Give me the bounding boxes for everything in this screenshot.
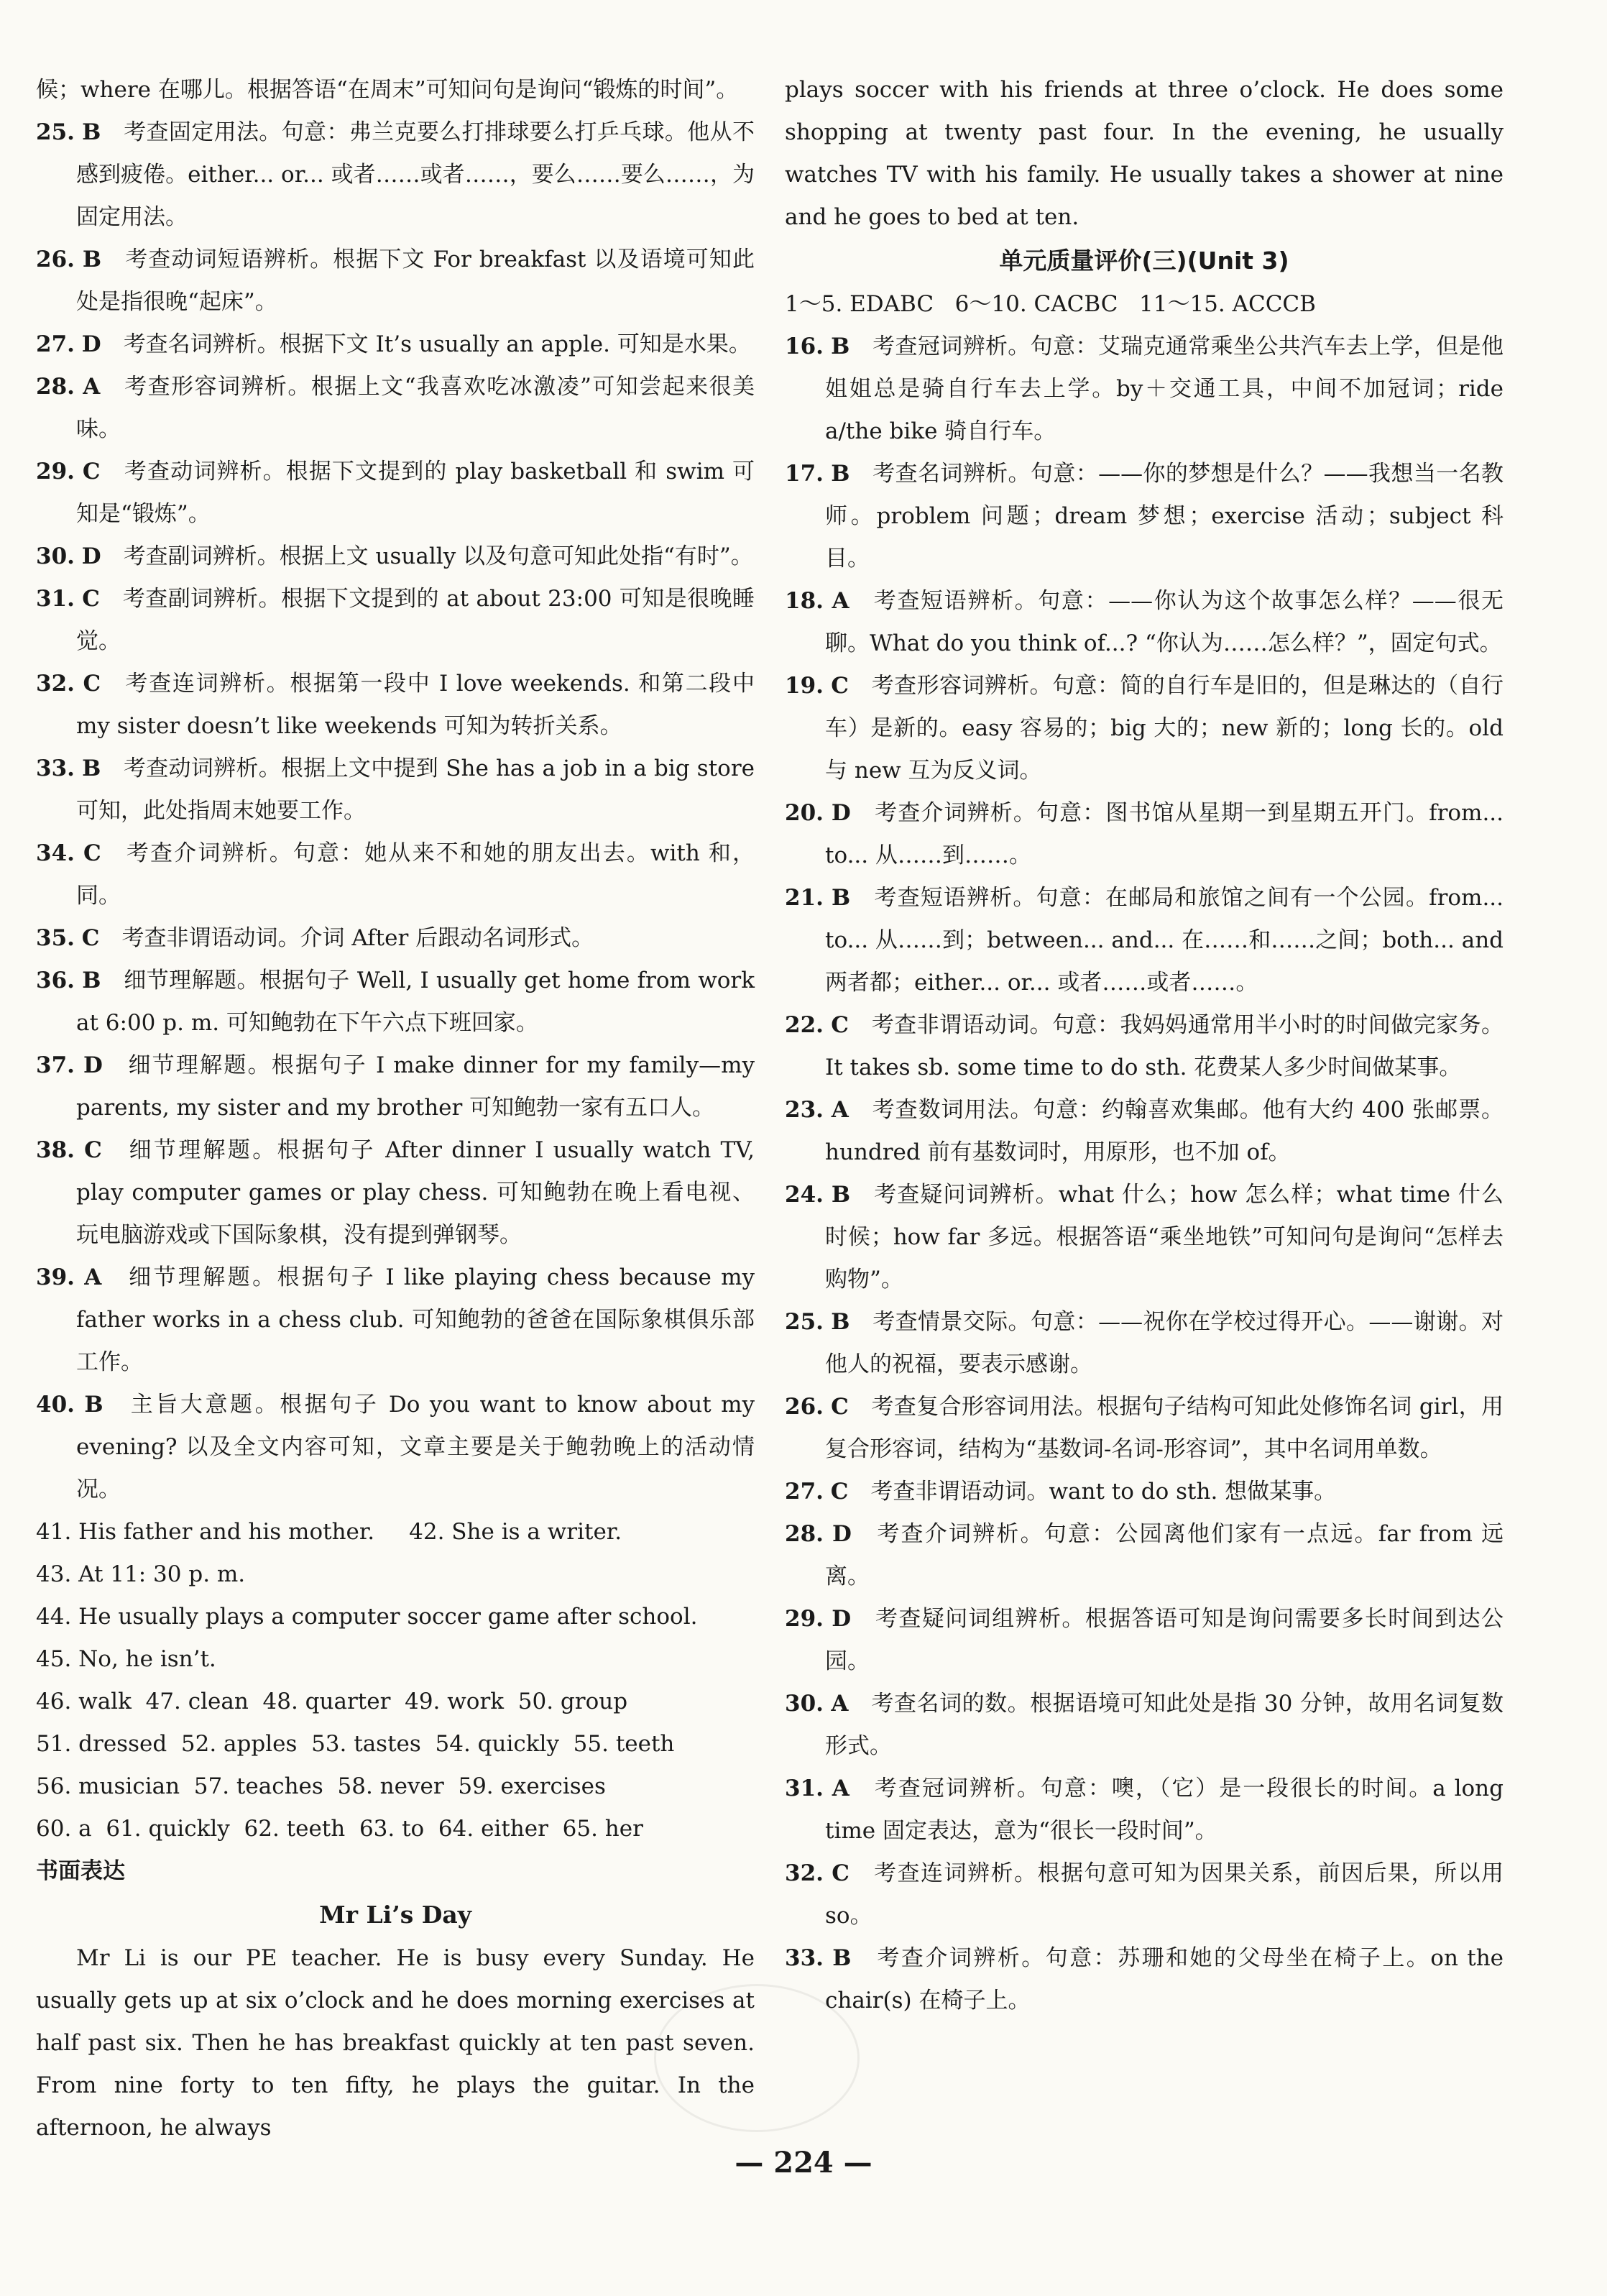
answer-24-continued: 候；where 在哪儿。根据答语“在周末”可知问句是询问“锻炼的时间”。: [36, 77, 739, 103]
answer-item: [36, 578, 755, 663]
answer-explanation: 考查情景交际。句意：——祝你在学校过得开心。——谢谢。对他人的祝福，要表示感谢。: [825, 1309, 1504, 1377]
answer-explanation: 细节理解题。根据句子 After dinner I usually watch TV, play computer games or play chess. 可知鲍勃在晚上看电视、玩电脑游戏或下国际象棋，没有提到弹钢琴。: [76, 1137, 755, 1248]
answer-item: [785, 1089, 1504, 1174]
unit-title: 单元质量评价(三)(Unit 3): [999, 247, 1289, 275]
answer-number: 24.: [785, 1182, 824, 1208]
answer-choice: D: [832, 1521, 852, 1547]
answer-number: 23.: [785, 1097, 824, 1123]
answer-choice: C: [83, 840, 101, 866]
answer-explanation: 考查介词辨析。句意：公园离他们家有一点远。far from 远离。: [825, 1521, 1504, 1589]
answer-choice: B: [82, 756, 101, 781]
answer-item: [36, 451, 755, 536]
answer-explanation: 细节理解题。根据句子 Well, I usually get home from work at 6:00 p. m. 可知鲍勃在下午六点下班回家。: [76, 968, 755, 1036]
short-answer-43: 43. At 11: 30 p. m.: [36, 1561, 246, 1587]
answer-number: 33.: [36, 756, 75, 781]
essay-body-continued: plays soccer with his friends at three o’clock. He does some shopping at twenty past four. In the evening, he usually watches TV with his family. He usually takes a shower at nine and he goes to bed at ten.: [785, 77, 1504, 230]
answer-number: 29.: [36, 459, 75, 485]
answer-choice: C: [82, 586, 100, 612]
answer-number: 31.: [36, 586, 75, 612]
answer-explanation: 考查短语辨析。句意：——你认为这个故事怎么样？——很无聊。What do you think of...? “你认为……怎么样？”，固定句式。: [825, 588, 1504, 656]
cloze-row-60: 60. a 61. quickly 62. teeth 63. to 64. either 65. her: [36, 1816, 643, 1842]
answer-choice: C: [831, 1012, 849, 1038]
answer-explanation: 考查短语辨析。句意：在邮局和旅馆之间有一个公园。from... to... 从……到；between... and... 在……和……之间；both... and 两者都；either... or... 或者……或者……。: [825, 885, 1504, 996]
answer-choice: B: [82, 247, 102, 272]
answer-choice: A: [831, 1691, 849, 1717]
answer-item: [785, 580, 1504, 665]
answer-explanation: 考查介词辨析。句意：她从来不和她的朋友出去。with 和，同。: [76, 840, 755, 909]
answer-number: 39.: [36, 1264, 75, 1290]
answer-number: 27.: [36, 331, 75, 357]
answer-explanation: 细节理解题。根据句子 I like playing chess because my father works in a chess club. 可知鲍勃的爸爸在国际象棋俱乐部工作。: [76, 1264, 755, 1375]
answer-item: [785, 453, 1504, 580]
answer-number: 30.: [785, 1691, 824, 1717]
cloze-row-51: 51. dressed 52. apples 53. tastes 54. quickly 55. teeth: [36, 1731, 675, 1757]
answer-item: [785, 792, 1504, 877]
answer-number: 17.: [785, 461, 824, 487]
right-answer-list: [785, 326, 1504, 2022]
left-answer-list: [36, 111, 755, 1511]
answer-item: [785, 877, 1504, 1004]
answer-item: [785, 1937, 1504, 2022]
answer-item: [36, 1129, 755, 1257]
cloze-row-56: 56. musician 57. teaches 58. never 59. exercises: [36, 1773, 606, 1799]
answer-item: [785, 1174, 1504, 1301]
answer-item: [36, 1044, 755, 1129]
answer-item: [785, 1768, 1504, 1852]
answer-choice: C: [830, 1479, 849, 1505]
answer-number: 32.: [785, 1860, 824, 1886]
answer-number: 31.: [785, 1776, 824, 1801]
answer-item: [36, 832, 755, 917]
answer-explanation: 考查固定用法。句意：弗兰克要么打排球要么打乒乓球。他从不感到疲倦。either... or... 或者……或者……，要么……要么……，为固定用法。: [76, 119, 755, 230]
answer-number: 22.: [785, 1012, 824, 1038]
answer-choice: B: [84, 1392, 103, 1418]
quick-answers: 1～5. EDABC 6～10. CACBC 11～15. ACCCB: [785, 291, 1316, 317]
answer-item: [36, 323, 755, 366]
answer-item: [36, 960, 755, 1044]
answer-explanation: 主旨大意题。根据句子 Do you want to know about my evening? 以及全文内容可知，文章主要是关于鲍勃晚上的活动情况。: [76, 1392, 755, 1502]
answer-explanation: 考查连词辨析。根据第一段中 I love weekends. 和第二段中 my sister doesn’t like weekends 可知为转折关系。: [76, 671, 755, 739]
answer-number: 20.: [785, 800, 824, 826]
answer-item: [785, 1471, 1504, 1513]
answer-choice: B: [831, 461, 850, 487]
short-answer-42: 42. She is a writer.: [409, 1519, 622, 1545]
answer-choice: B: [831, 334, 850, 359]
answer-choice: A: [83, 374, 101, 400]
left-column: [36, 69, 755, 2149]
answer-choice: A: [831, 1097, 849, 1123]
answer-choice: C: [831, 1394, 849, 1420]
answer-explanation: 考查复合形容词用法。根据句子结构可知此处修饰名词 girl，用复合形容词，结构为“基数词-名词-形容词”，其中名词用单数。: [825, 1394, 1504, 1462]
right-column: [785, 69, 1504, 2022]
answer-choice: A: [832, 1776, 849, 1801]
answer-item: [785, 1598, 1504, 1683]
answer-number: 33.: [785, 1945, 824, 1971]
answer-choice: B: [831, 1182, 851, 1208]
answer-choice: B: [832, 1945, 852, 1971]
answer-number: 18.: [785, 588, 824, 614]
writing-heading: 书面表达: [36, 1858, 125, 1884]
answer-choice: C: [83, 671, 101, 697]
short-answer-row-41-42: [36, 1511, 755, 1553]
answer-number: 29.: [785, 1606, 824, 1632]
answer-explanation: 考查形容词辨析。根据上文“我喜欢吃冰激凌”可知尝起来很美味。: [76, 374, 755, 442]
answer-item: [785, 665, 1504, 792]
answer-explanation: 考查非谓语动词。want to do sth. 想做某事。: [870, 1479, 1337, 1505]
answer-choice: D: [831, 800, 851, 826]
watermark-stamp: [654, 1984, 860, 2132]
answer-choice: A: [832, 588, 849, 614]
answer-item: [36, 536, 755, 578]
answer-item: [36, 111, 755, 239]
answer-choice: B: [831, 1309, 850, 1335]
answer-explanation: 考查副词辨析。根据上文 usually 以及句意可知此处指“有时”。: [123, 543, 753, 569]
answer-item: [785, 1513, 1504, 1598]
answer-choice: C: [84, 1137, 102, 1163]
answer-item: [785, 1683, 1504, 1768]
answer-item: [36, 663, 755, 748]
answer-choice: B: [831, 885, 851, 911]
answer-choice: D: [81, 331, 101, 357]
answer-item: [36, 366, 755, 451]
answer-explanation: 考查非谓语动词。句意：我妈妈通常用半小时的时间做完家务。It takes sb. some time to do sth. 花费某人多少时间做某事。: [825, 1012, 1504, 1080]
answer-explanation: 细节理解题。根据句子 I make dinner for my family—my parents, my sister and my brother 可知鲍勃一家有五口人。: [76, 1052, 755, 1121]
answer-item: [785, 1301, 1504, 1386]
answer-number: 28.: [36, 374, 75, 400]
cloze-row-46: 46. walk 47. clean 48. quarter 49. work 50. group: [36, 1689, 628, 1714]
answer-item: [36, 1257, 755, 1384]
answer-explanation: 考查形容词辨析。句意：简的自行车是旧的，但是琳达的（自行车）是新的。easy 容易的；big 大的；new 新的；long 长的。old 与 new 互为反义词。: [825, 673, 1504, 784]
answer-explanation: 考查动词短语辨析。根据下文 For breakfast 以及语境可知此处是指很晚“起床”。: [76, 247, 755, 315]
answer-item: [785, 326, 1504, 453]
answer-explanation: 考查非谓语动词。介词 After 后跟动名词形式。: [121, 925, 594, 951]
answer-explanation: 考查名词辨析。根据下文 It’s usually an apple. 可知是水果。: [123, 331, 751, 357]
answer-choice: C: [81, 925, 100, 951]
answer-item: [785, 1004, 1504, 1089]
answer-choice: C: [82, 459, 101, 485]
page-number: — 224 —: [735, 2146, 872, 2180]
answer-number: 16.: [785, 334, 824, 359]
short-answer-41: 41. His father and his mother.: [36, 1519, 375, 1545]
answer-explanation: 考查疑问词组辨析。根据答语可知是询问需要多长时间到达公园。: [825, 1606, 1504, 1674]
answer-explanation: 考查介词辨析。句意：苏珊和她的父母坐在椅子上。on the chair(s) 在椅子上。: [825, 1945, 1504, 2013]
short-answer-45: 45. No, he isn’t.: [36, 1646, 216, 1672]
answer-item: [36, 748, 755, 832]
answer-number: 40.: [36, 1392, 75, 1418]
essay-title: Mr Li’s Day: [319, 1901, 471, 1929]
short-answer-44: 44. He usually plays a computer soccer game after school.: [36, 1604, 698, 1630]
answer-number: 36.: [36, 968, 75, 993]
answer-explanation: 考查动词辨析。根据上文中提到 She has a job in a big store 可知，此处指周末她要工作。: [76, 756, 755, 824]
answer-number: 35.: [36, 925, 75, 951]
answer-choice: B: [82, 968, 101, 993]
answer-explanation: 考查疑问词辨析。what 什么；how 怎么样；what time 什么时候；how far 多远。根据答语“乘坐地铁”可知问句是询问“怎样去购物”。: [825, 1182, 1504, 1292]
answer-number: 25.: [36, 119, 75, 145]
answer-explanation: 考查冠词辨析。句意：噢，（它）是一段很长的时间。a long time 固定表达，意为“很长一段时间”。: [825, 1776, 1504, 1844]
answer-choice: C: [831, 673, 849, 699]
answer-choice: A: [84, 1264, 102, 1290]
answer-item: [785, 1852, 1504, 1937]
answer-explanation: 考查连词辨析。根据句意可知为因果关系，前因后果，所以用 so。: [825, 1860, 1504, 1929]
answer-item: [36, 239, 755, 323]
answer-choice: D: [83, 1052, 103, 1078]
answer-number: 30.: [36, 543, 75, 569]
answer-number: 19.: [785, 673, 824, 699]
answer-explanation: 考查名词辨析。句意：——你的梦想是什么？——我想当一名教师。problem 问题；dream 梦想；exercise 活动；subject 科目。: [825, 461, 1504, 571]
answer-explanation: 考查介词辨析。句意：图书馆从星期一到星期五开门。from... to... 从……到……。: [825, 800, 1504, 868]
answer-choice: D: [81, 543, 101, 569]
answer-explanation: 考查动词辨析。根据下文提到的 play basketball 和 swim 可知是“锻炼”。: [76, 459, 755, 527]
answer-number: 34.: [36, 840, 75, 866]
answer-choice: D: [832, 1606, 852, 1632]
answer-number: 37.: [36, 1052, 75, 1078]
answer-choice: B: [82, 119, 101, 145]
answer-item: [36, 1384, 755, 1511]
answer-explanation: 考查名词的数。根据语境可知此处是指 30 分钟，故用名词复数形式。: [825, 1691, 1504, 1759]
answer-number: 28.: [785, 1521, 824, 1547]
answer-number: 25.: [785, 1309, 824, 1335]
answer-item: [785, 1386, 1504, 1471]
answer-number: 26.: [36, 247, 75, 272]
answer-number: 32.: [36, 671, 75, 697]
answer-explanation: 考查数词用法。句意：约翰喜欢集邮。他有大约 400 张邮票。hundred 前有基数词时，用原形，也不加 of。: [825, 1097, 1504, 1165]
answer-explanation: 考查副词辨析。根据下文提到的 at about 23:00 可知是很晚睡觉。: [76, 586, 755, 654]
answer-number: 27.: [785, 1479, 824, 1505]
answer-explanation: 考查冠词辨析。句意：艾瑞克通常乘坐公共汽车去上学，但是他姐姐总是骑自行车去上学。by＋交通工具，中间不加冠词；ride a/the bike 骑自行车。: [825, 334, 1504, 444]
answer-item: [36, 917, 755, 960]
answer-number: 21.: [785, 885, 824, 911]
essay-body: Mr Li is our PE teacher. He is busy every Sunday. He usually gets up at six o’clock and he does morning exercises at half past six. Then he has breakfast quickly at ten past seven. From nine forty to ten fifty, he plays the guitar. In the afternoon, he always: [36, 1945, 755, 2141]
answer-number: 38.: [36, 1137, 75, 1163]
answer-number: 26.: [785, 1394, 824, 1420]
answer-choice: C: [832, 1860, 849, 1886]
